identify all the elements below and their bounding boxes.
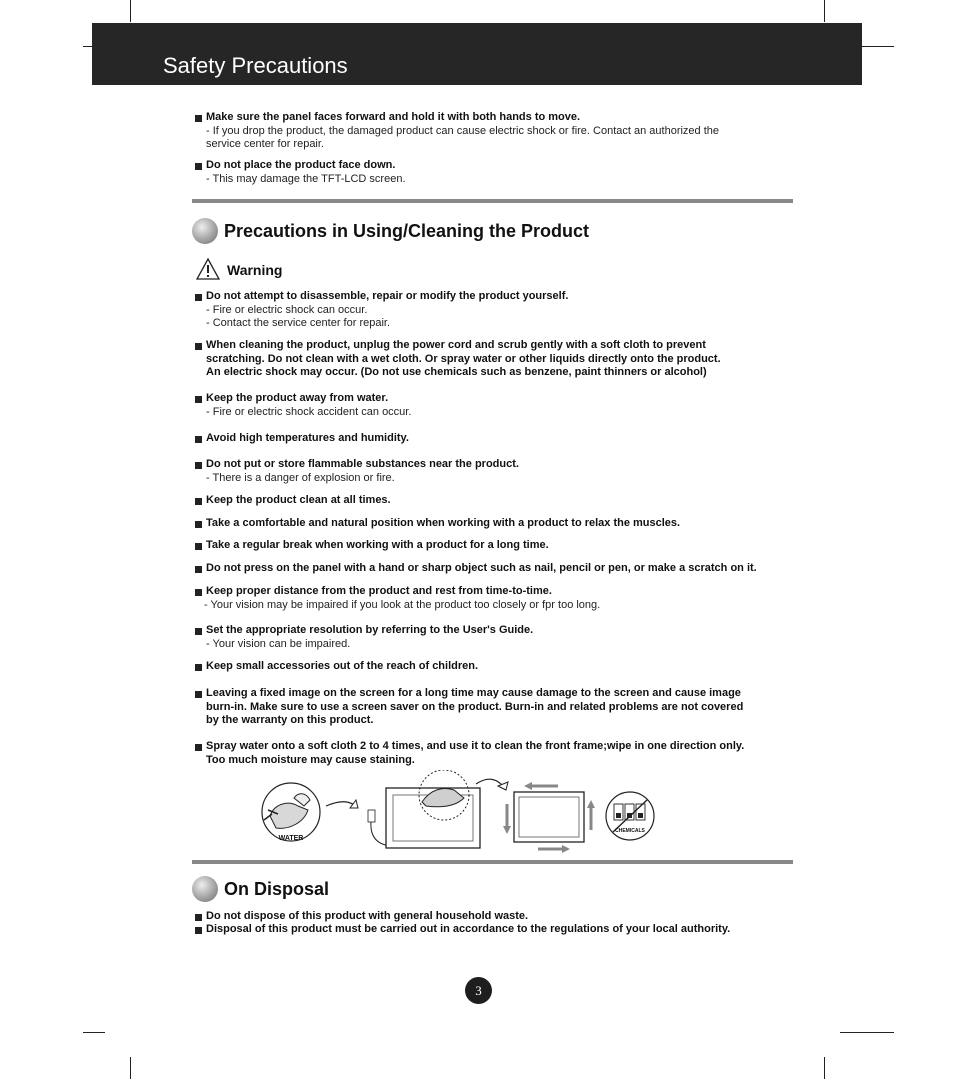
list-item [195, 494, 805, 508]
chemicals-label: CHEMICALS [615, 828, 645, 834]
list-item [195, 392, 805, 419]
item-heading: Do not press on the panel with a hand or sharp object such as nail, pencil or pen, or make a scratch on it. [206, 562, 757, 574]
item-heading: Make sure the panel faces forward and hold it with both hands to move. [206, 111, 581, 123]
crop-mark [824, 1057, 825, 1079]
section-ball-icon [192, 218, 218, 244]
list-item [195, 539, 805, 553]
item-heading: Take a comfortable and natural position when working with a product to relax the muscles. [206, 517, 681, 529]
list-item [195, 111, 805, 152]
item-heading: Avoid high temperatures and humidity. [206, 432, 409, 444]
bullet-square-icon [195, 589, 202, 596]
crop-mark [130, 0, 131, 22]
item-heading: Do not attempt to disassemble, repair or modify the product yourself. [206, 290, 569, 302]
bullet-square-icon [195, 163, 202, 170]
monitor-icon [514, 792, 584, 842]
item-detail: - Your vision can be impaired. [206, 637, 351, 650]
item-detail: - If you drop the product, the damaged product can cause electric shock or fire. Contact an authorized the service center for repair. [206, 124, 720, 150]
bullet-square-icon [195, 566, 202, 573]
item-detail: - This may damage the TFT-LCD screen. [206, 172, 406, 185]
bullet-square-icon [195, 744, 202, 751]
bullet-square-icon [195, 343, 202, 350]
list-item [195, 458, 805, 485]
list-item [195, 687, 805, 728]
list-item [195, 660, 805, 674]
bullet-square-icon [195, 436, 202, 443]
item-heading: Do not place the product face down. [206, 159, 396, 171]
bullet-square-icon [195, 521, 202, 528]
list-item [195, 159, 805, 186]
bullet-square-icon [195, 294, 202, 301]
item-heading: Do not put or store flammable substances near the product. [206, 458, 519, 470]
item-heading: Keep the product clean at all times. [206, 494, 391, 506]
item-heading: Disposal of this product must be carried out in accordance to the regulations of your local authority. [206, 923, 731, 935]
warning-label: Warning [227, 262, 283, 278]
item-heading: Do not dispose of this product with general household waste. [206, 910, 529, 922]
item-detail: - Your vision may be impaired if you look at the product too closely or fpr too long. [204, 598, 601, 611]
item-detail: - Fire or electric shock accident can occur. [206, 405, 412, 418]
crop-mark [824, 0, 825, 22]
page-title: Safety Precautions [163, 53, 348, 78]
item-heading: Take a regular break when working with a product for a long time. [206, 539, 549, 551]
water-label: WATER [278, 835, 304, 842]
bullet-square-icon [195, 396, 202, 403]
item-heading: Spray water onto a soft cloth 2 to 4 times, and use it to clean the front frame;wipe in one direction only. Too much moisture may cause staining. [206, 740, 745, 766]
section-divider [192, 860, 793, 864]
bullet-square-icon [195, 927, 202, 934]
section-title: Precautions in Using/Cleaning the Product [224, 221, 590, 241]
item-heading: Leaving a fixed image on the screen for a long time may cause damage to the screen and cause image burn-in. Make sure to use a screen saver on the product. Burn-in and related problems are not covered by the warranty on this product. [206, 687, 744, 726]
no-chemicals-icon [606, 792, 654, 840]
section-ball-icon [192, 876, 218, 902]
header-bar [92, 23, 862, 85]
list-item [195, 562, 805, 576]
bullet-square-icon [195, 498, 202, 505]
item-detail: - There is a danger of explosion or fire. [206, 471, 395, 484]
list-item [195, 290, 805, 331]
list-item [195, 339, 805, 380]
bullet-square-icon [195, 628, 202, 635]
crop-mark [840, 1032, 894, 1033]
item-heading: Keep small accessories out of the reach of children. [206, 660, 479, 672]
section-title: On Disposal [224, 879, 330, 899]
list-item [195, 923, 805, 937]
cleaning-illustration [258, 770, 658, 856]
item-heading: Set the appropriate resolution by referring to the User's Guide. [206, 624, 534, 636]
bullet-square-icon [195, 914, 202, 921]
section-divider [192, 199, 793, 203]
bullet-square-icon [195, 664, 202, 671]
list-item [195, 585, 805, 612]
bullet-square-icon [195, 462, 202, 469]
item-heading: When cleaning the product, unplug the power cord and scrub gently with a soft cloth to prevent scratching. Do not clean with a wet cloth. Or spray water or other liquids directly onto the product. An electric shock may occur. (Do not use chemicals such as benzene, paint thinners or alcohol) [206, 339, 721, 378]
list-item [195, 740, 805, 767]
bullet-square-icon [195, 115, 202, 122]
warning-triangle-icon [196, 258, 220, 280]
plug-icon [368, 810, 375, 822]
item-heading: Keep proper distance from the product and rest from time-to-time. [206, 585, 552, 597]
list-item [195, 624, 805, 651]
list-item [195, 517, 805, 531]
item-detail: - Fire or electric shock can occur. - Contact the service center for repair. [206, 303, 391, 329]
bullet-square-icon [195, 543, 202, 550]
bullet-square-icon [195, 691, 202, 698]
crop-mark [130, 1057, 131, 1079]
list-item [195, 432, 805, 446]
item-heading: Keep the product away from water. [206, 392, 389, 404]
page-number: 3 [465, 977, 492, 1004]
water-spray-icon [262, 783, 320, 842]
list-item [195, 910, 805, 924]
crop-mark [83, 1032, 105, 1033]
